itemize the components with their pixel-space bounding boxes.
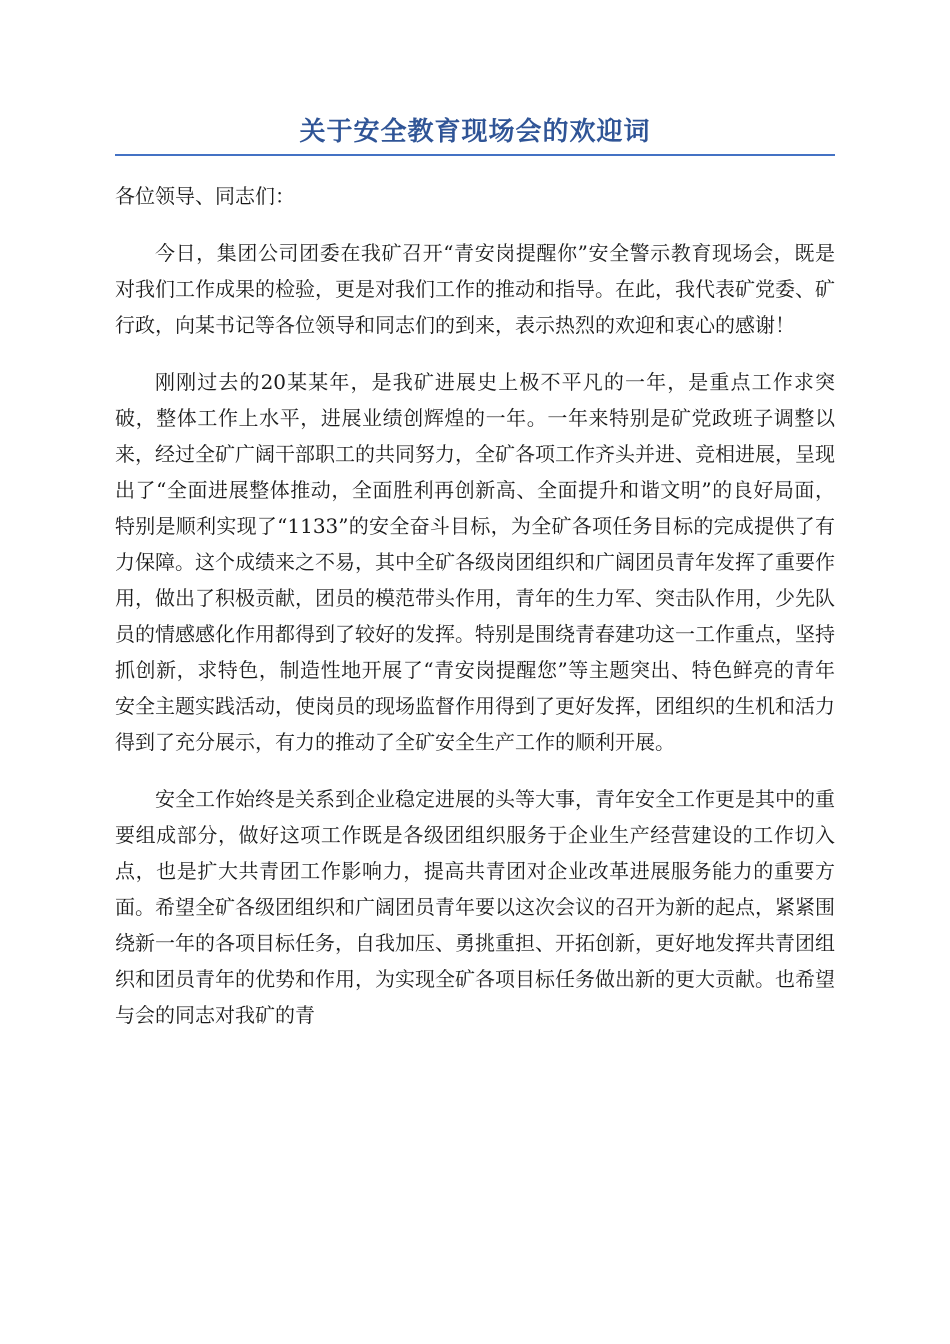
paragraph-1: 今日，集团公司团委在我矿召开“青安岗提醒你”安全警示教育现场会，既是对我们工作成果的检验，更是对我们工作的推动和指导。在此，我代表矿党委、矿行政，向某书记等各位领导和同志们的到来，表示热烈的欢迎和衷心的感谢！ bbox=[115, 241, 835, 337]
title-underline bbox=[115, 154, 835, 156]
document-page bbox=[115, 110, 835, 1054]
document-title: 关于安全教育现场会的欢迎词 bbox=[299, 117, 651, 147]
paragraph-2: 刚刚过去的20某某年，是我矿进展史上极不平凡的一年，是重点工作求突破，整体工作上水平，进展业绩创辉煌的一年。一年来特别是矿党政班子调整以来，经过全矿广阔干部职工的共同努力，全矿各项工作齐头并进、竞相进展，呈现出了“全面进展整体推动，全面胜利再创新高、全面提升和谐文明”的良好局面，特别是顺利实现了“1133”的安全奋斗目标，为全矿各项任务目标的完成提供了有力保障。这个成绩来之不易，其中全矿各级岗团组织和广阔团员青年发挥了重要作用，做出了积极贡献，团员的模范带头作用，青年的生力军、突击队作用，少先队员的情感感化作用都得到了较好的发挥。特别是围绕青春建功这一工作重点，坚持抓创新，求特色，制造性地开展了“青安岗提醒您”等主题突出、特色鲜亮的青年安全主题实践活动，使岗员的现场监督作用得到了更好发挥，团组织的生机和活力得到了充分展示，有力的推动了全矿安全生产工作的顺利开展。 bbox=[115, 370, 835, 754]
paragraph-3: 安全工作始终是关系到企业稳定进展的头等大事，青年安全工作更是其中的重要组成部分，做好这项工作既是各级团组织服务于企业生产经营建设的工作切入点，也是扩大共青团工作影响力，提高共青团对企业改革进展服务能力的重要方面。希望全矿各级团组织和广阔团员青年要以这次会议的召开为新的起点，紧紧围绕新一年的各项目标任务，自我加压、勇挑重担、开拓创新，更好地发挥共青团组织和团员青年的优势和作用，为实现全矿各项目标任务做出新的更大贡献。也希望与会的同志对我矿的青 bbox=[115, 787, 835, 1027]
salutation: 各位领导、同志们： bbox=[115, 184, 295, 208]
